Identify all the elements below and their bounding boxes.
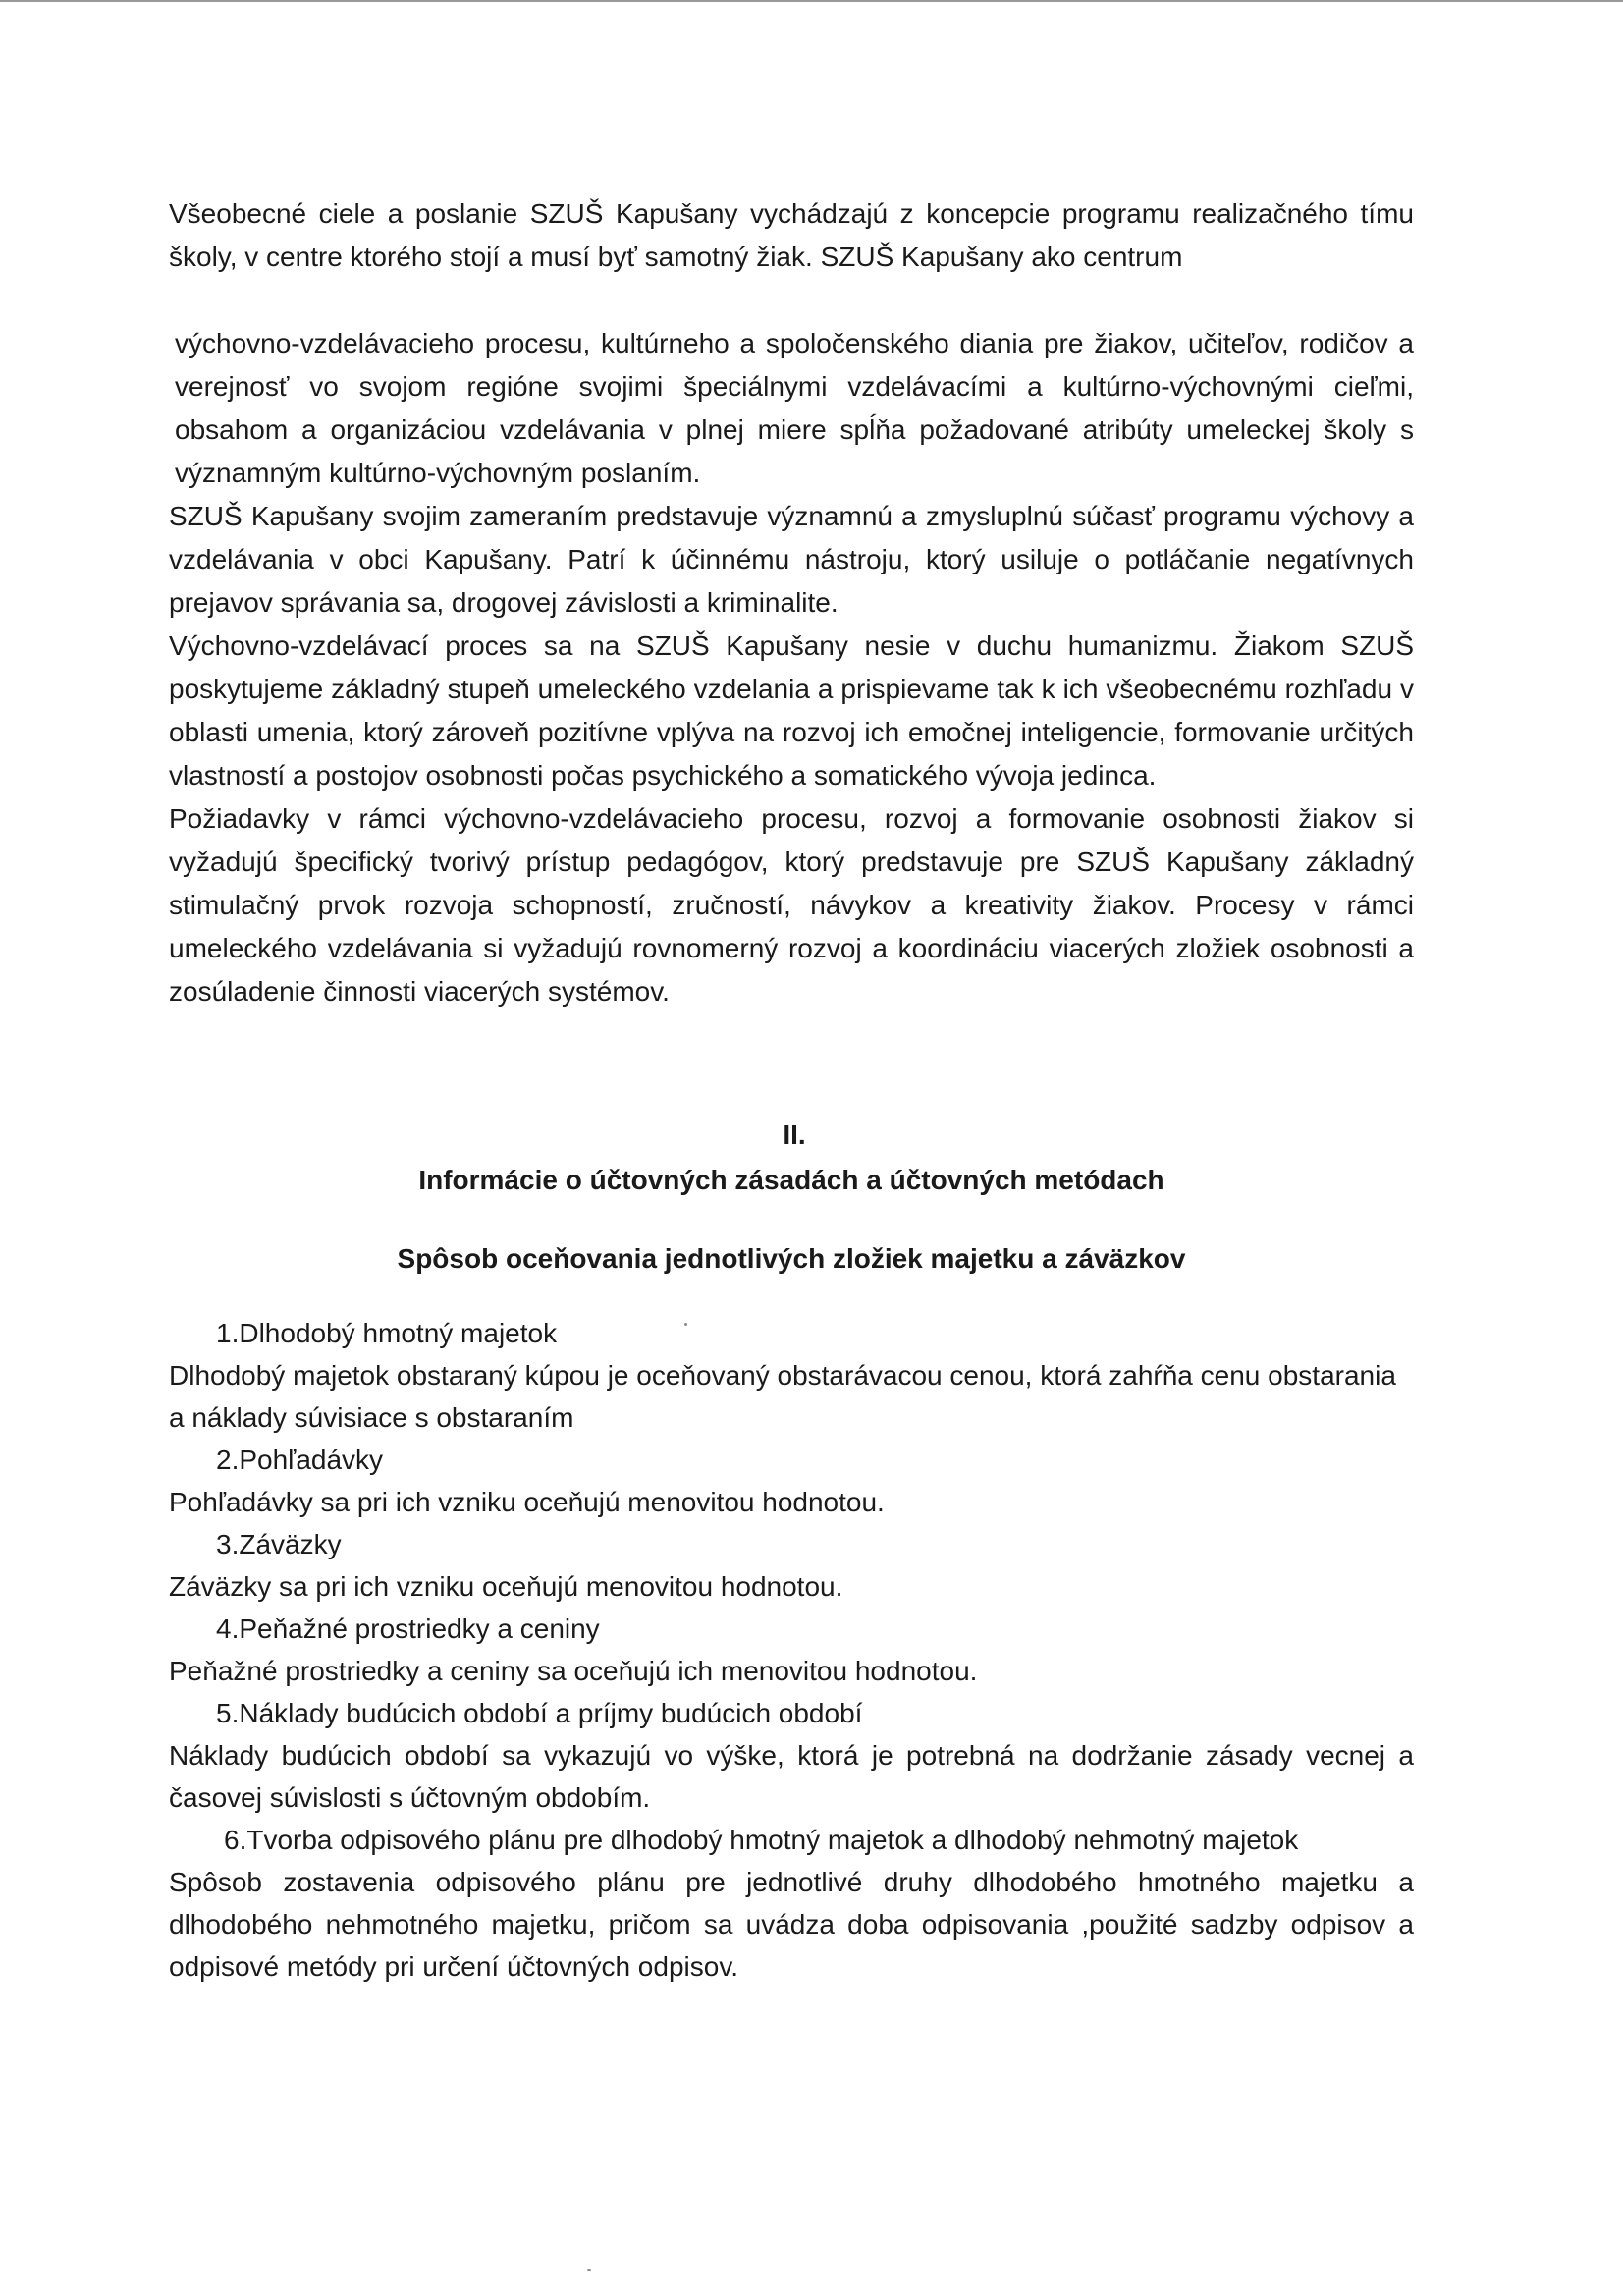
list-item bbox=[169, 1608, 1414, 1692]
item-body: Náklady budúcich období sa vykazujú vo výške, ktorá je potrebná na dodržanie zásady vecnej a časovej súvislosti s účtovným obdobím. bbox=[169, 1740, 1414, 1813]
section-title: Informácie o účtovných zásadách a účtovných metódach bbox=[418, 1165, 1164, 1195]
paragraph-intro: Všeobecné ciele a poslanie SZUŠ Kapušany vychádzajú z koncepcie programu realizačného tímu školy, v centre ktorého stojí a musí byť samotný žiak. SZUŠ Kapušany ako centrum bbox=[169, 198, 1414, 272]
section-heading bbox=[169, 1116, 1414, 1279]
valuation-list bbox=[169, 1312, 1414, 1988]
item-body: Pohľadávky sa pri ich vzniku oceňujú menovitou hodnotou. bbox=[169, 1487, 885, 1517]
paragraph-school-focus: SZUŠ Kapušany svojim zameraním predstavuje významnú a zmysluplnú súčasť programu výchovy a vzdelávania v obci Kapušany. Patrí k účinnému nástroju, ktorý usiluje o potláčanie negatívnych prejavov správania sa, drogovej závislosti a kriminalite. bbox=[169, 501, 1414, 618]
list-item bbox=[169, 1312, 1414, 1439]
item-heading: Peňažné prostriedky a ceniny bbox=[239, 1613, 600, 1644]
item-number: 2. bbox=[216, 1445, 240, 1475]
section-number: II. bbox=[783, 1120, 806, 1150]
item-heading: Pohľadávky bbox=[239, 1445, 384, 1475]
section-subtitle: Spôsob oceňovania jednotlivých zložiek majetku a záväzkov bbox=[397, 1243, 1186, 1274]
paragraph-humanism: Výchovno-vzdelávací proces sa na SZUŠ Kapušany nesie v duchu humanizmu. Žiakom SZUŠ poskytujeme základný stupeň umeleckého vzdelania a prispievame tak k ich všeobecnému rozhľadu v oblasti umenia, ktorý zároveň pozitívne vplýva na rozvoj ich emočnej inteligencie, formovanie určitých vlastností a postojov osobnosti počas psychického a somatického vývoja jedinca. bbox=[169, 630, 1414, 791]
scan-speck bbox=[587, 2269, 591, 2271]
item-number: 5. bbox=[216, 1698, 240, 1728]
item-body: Spôsob zostavenia odpisového plánu pre jednotlivé druhy dlhodobého hmotného majetku a dlhodobého nehmotného majetku, pričom sa uvádza doba odpisovania ,použité sadzby odpisov a odpisové metódy pri určení účtovných odpisov. bbox=[169, 1867, 1414, 1982]
item-heading: Dlhodobý hmotný majetok bbox=[239, 1318, 558, 1348]
item-body: Záväzky sa pri ich vzniku oceňujú menovitou hodnotou. bbox=[169, 1571, 843, 1602]
item-number: 3. bbox=[216, 1529, 240, 1559]
item-body: Peňažné prostriedky a ceniny sa oceňujú ich menovitou hodnotou. bbox=[169, 1656, 978, 1686]
item-number: 4. bbox=[216, 1613, 240, 1644]
list-item bbox=[169, 1439, 1414, 1523]
paragraph-school-centre: výchovno-vzdelávacieho procesu, kultúrneho a spoločenského diania pre žiakov, učiteľov, rodičov a verejnosť vo svojom regióne svojimi špeciálnymi vzdelávacími a kultúrno-výchovnými cieľmi, obsahom a organizáciou vzdelávania v plnej miere spĺňa požadované atribúty umeleckej školy s významným kultúrno-výchovným poslaním. bbox=[175, 328, 1414, 488]
list-item bbox=[169, 1692, 1414, 1819]
list-item bbox=[169, 1819, 1414, 1988]
paragraph-requirements: Požiadavky v rámci výchovno-vzdelávacieho procesu, rozvoj a formovanie osobnosti žiakov si vyžadujú špecifický tvorivý prístup pedagógov, ktorý predstavuje pre SZUŠ Kapušany základný stimulačný prvok rozvoja schopností, zručností, návykov a kreativity žiakov. Procesy v rámci umeleckého vzdelávania si vyžadujú rovnomerný rozvoj a koordináciu viacerých zložiek osobnosti a zosúladenie činnosti viacerých systémov. bbox=[169, 803, 1414, 1007]
document-page bbox=[169, 192, 1414, 1988]
item-heading: Záväzky bbox=[239, 1529, 342, 1559]
item-heading: Tvorba odpisového plánu pre dlhodobý hmotný majetok a dlhodobý nehmotný majetok bbox=[246, 1825, 1299, 1855]
scan-speck bbox=[684, 1323, 687, 1326]
item-heading: Náklady budúcich období a príjmy budúcich období bbox=[239, 1698, 863, 1728]
item-number: 1. bbox=[216, 1318, 240, 1348]
item-body: Dlhodobý majetok obstaraný kúpou je oceňovaný obstarávacou cenou, ktorá zahŕňa cenu obstarania a náklady súvisiace s obstaraním bbox=[169, 1360, 1396, 1433]
list-item bbox=[169, 1523, 1414, 1608]
top-edge-rule bbox=[0, 0, 1623, 2]
item-number: 6. bbox=[224, 1825, 247, 1855]
